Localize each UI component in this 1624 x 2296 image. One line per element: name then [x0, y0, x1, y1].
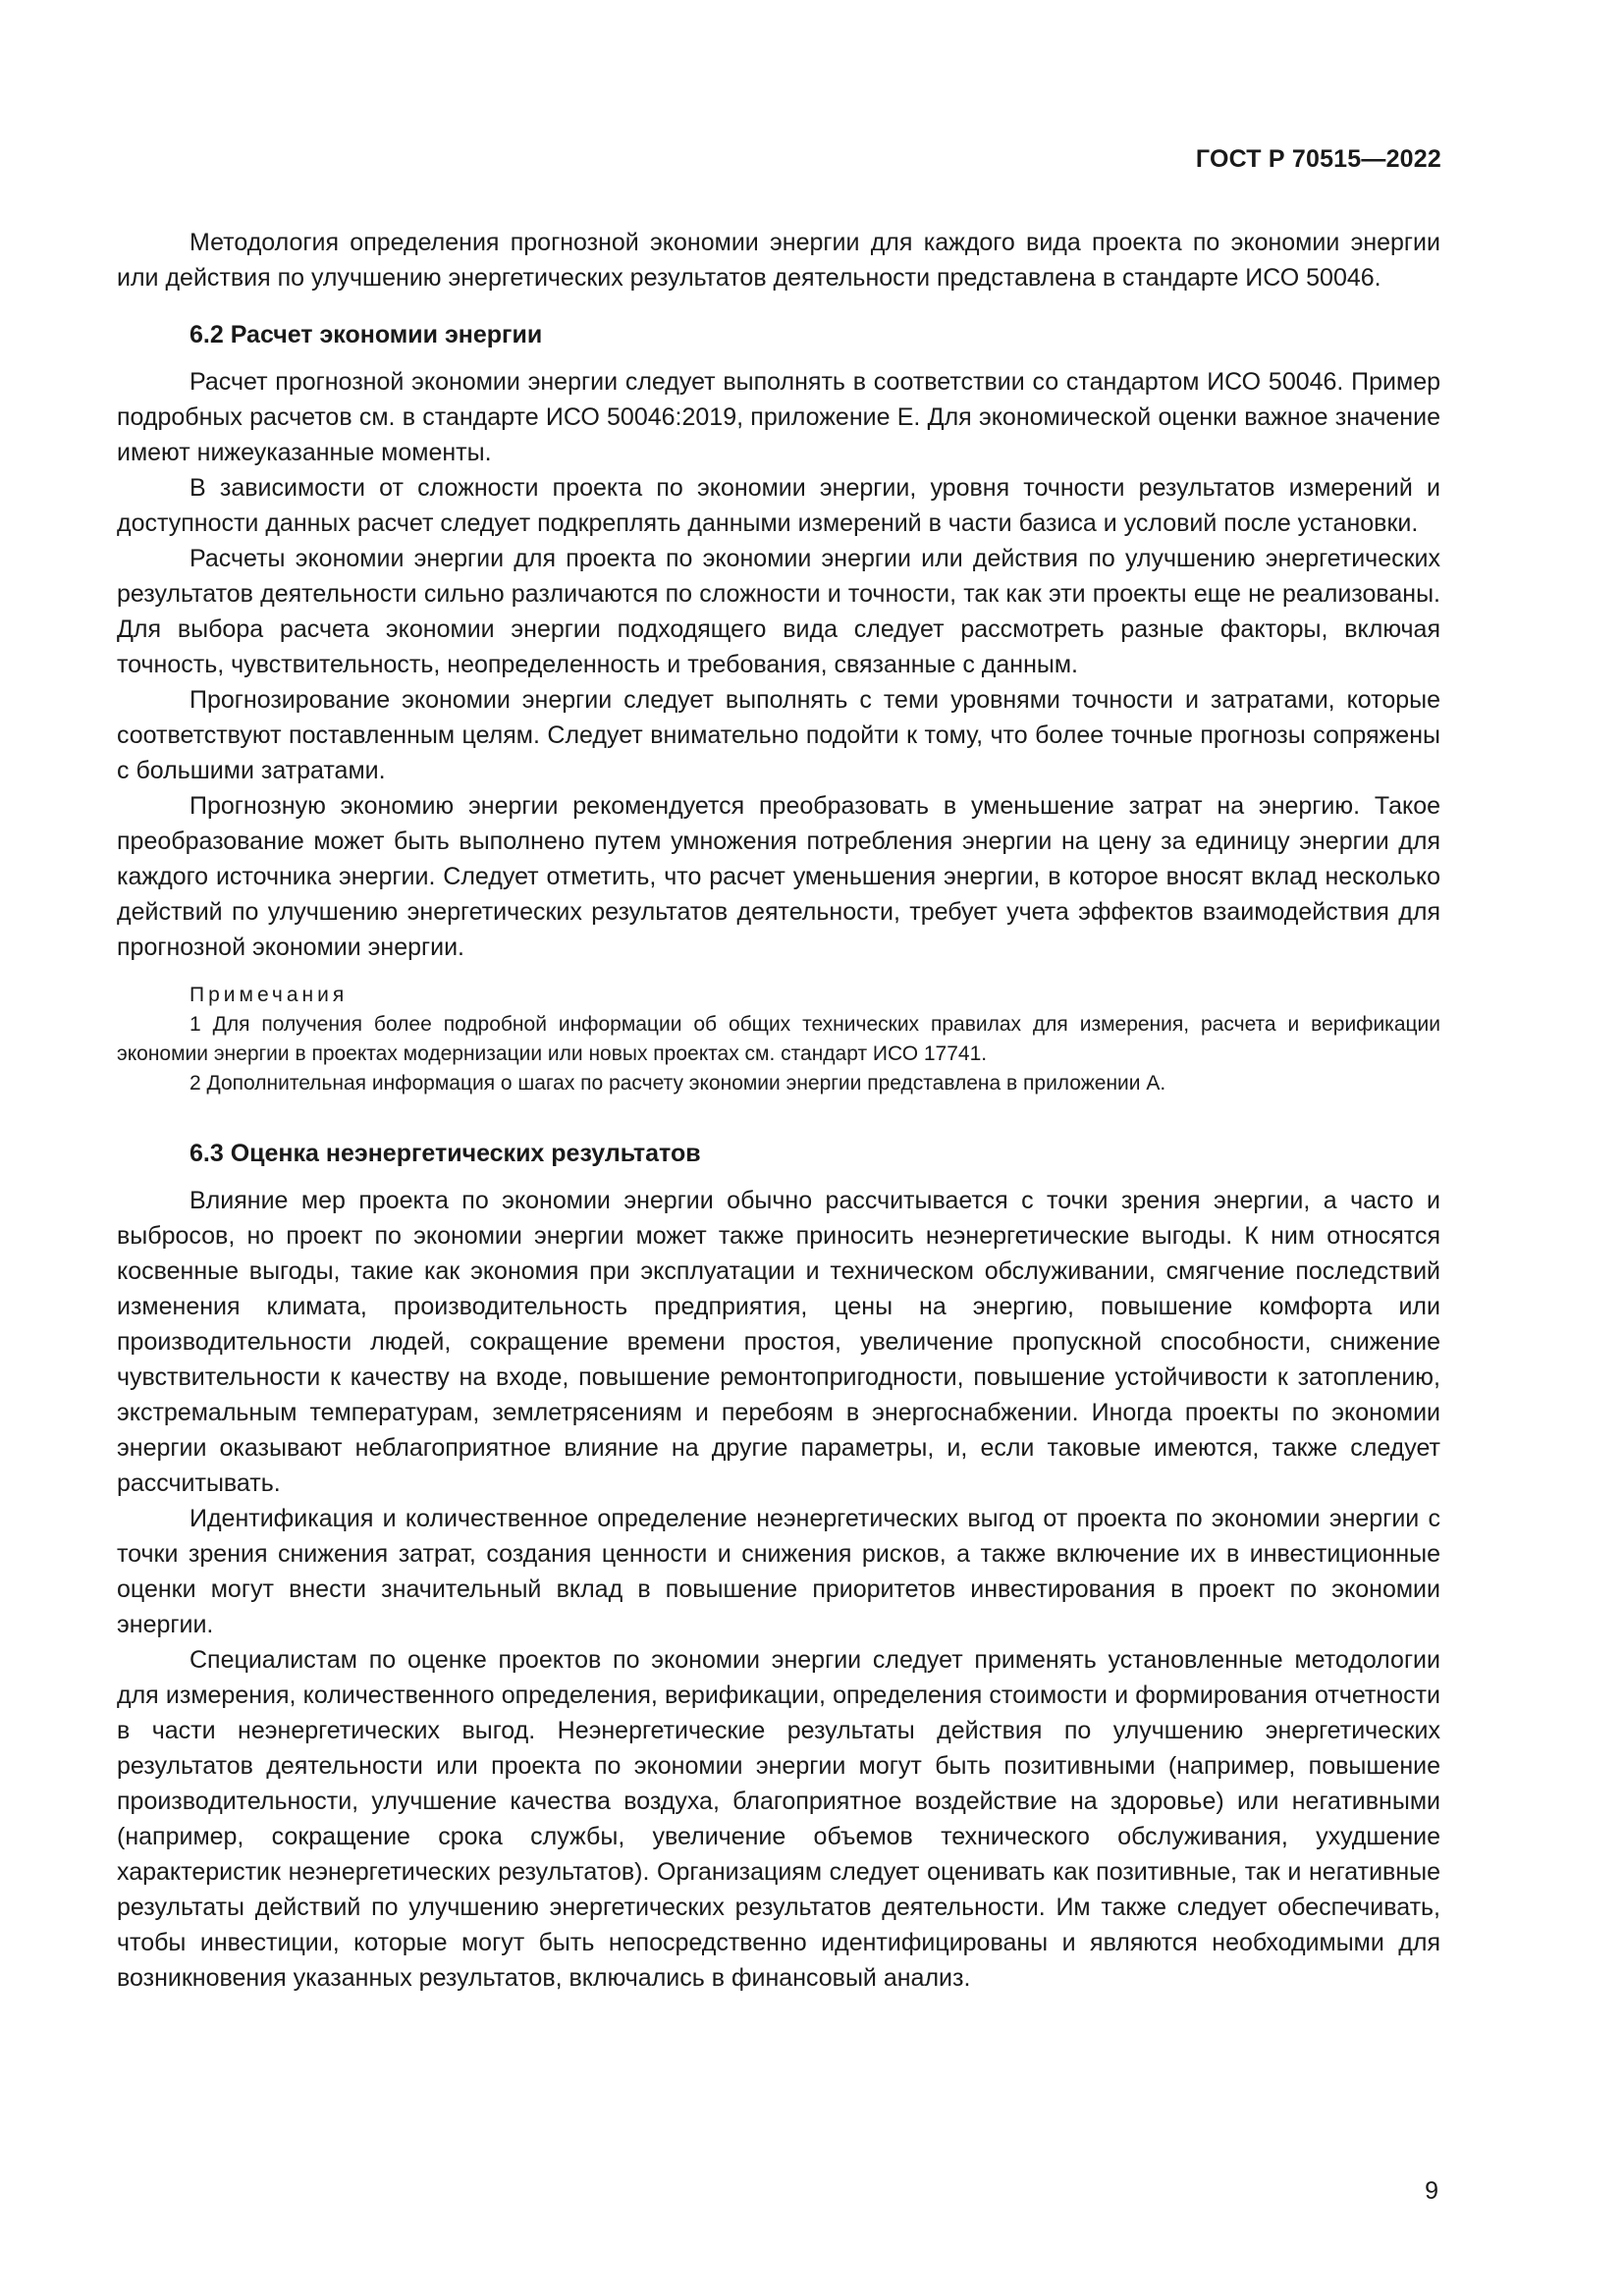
section-6-2-paragraph-5: Прогнозную экономию энергии рекомендуется преобразовать в уменьшение затрат на энергию. Такое преобразование может быть выполнено путем умножения потребления энергии на цену за единицу энергии для каждого источника энергии. Следует отметить, что расчет уменьшения энергии, в которое вносят вклад несколько действий по улучшению энергетических результатов деятельности, требует учета эффектов взаимодействия для прогнозной экономии энергии. — [117, 792, 1440, 961]
section-6-2-paragraph-2: В зависимости от сложности проекта по экономии энергии, уровня точности результатов измерений и доступности данных расчет следует подкреплять данными измерений в части базиса и условий после установки. — [117, 474, 1440, 537]
notes-block — [117, 981, 1440, 1098]
section-6-3-paragraph-2: Идентификация и количественное определение неэнергетических выгод от проекта по экономии энергии с точки зрения снижения затрат, создания ценности и снижения рисков, а также включение их в инвестиционные оценки могут внести значительный вклад в повышение приоритетов инвестирования в проект по экономии энергии. — [117, 1505, 1440, 1638]
note-2: 2 Дополнительная информация о шагах по расчету экономии энергии представлена в приложении А. — [189, 1072, 1166, 1095]
section-6-2-paragraph-1: Расчет прогнозной экономии энергии следует выполнять в соответствии со стандартом ИСО 50046. Пример подробных расчетов см. в стандарте ИСО 50046:2019, приложение Е. Для экономической оценки важное значение имеют нижеуказанные моменты. — [117, 368, 1440, 466]
section-6-3-paragraph-3: Специалистам по оценке проектов по экономии энергии следует применять установленные методологии для измерения, количественного определения, верификации, определения стоимости и формирования отчетности в части неэнергетических выгод. Неэнергетические результаты действия по улучшению энергетических результатов деятельности или проекта по экономии энергии могут быть позитивными (например, повышение производительности, улучшение качества воздуха, благоприятное воздействие на здоровье) или негативными (например, сокращение срока службы, увеличение объемов технического обслуживания, ухудшение характеристик неэнергетических результатов). Организациям следует оценивать как позитивные, так и негативные результаты действий по улучшению энергетических результатов деятельности. Им также следует обеспечивать, чтобы инвестиции, которые могут быть непосредственно идентифицированы и являются необходимыми для возникновения указанных результатов, включались в финансовый анализ. — [117, 1646, 1440, 1992]
section-6-3-paragraph-1: Влияние мер проекта по экономии энергии обычно рассчитывается с точки зрения энергии, а часто и выбросов, но проект по экономии энергии может также приносить неэнергетические выгоды. К ним относятся косвенные выгоды, такие как экономия при эксплуатации и техническом обслуживании, смягчение последствий изменения климата, производительность предприятия, цены на энергию, повышение комфорта или производительности людей, сокращение времени простоя, увеличение пропускной способности, снижение чувствительности к качеству на входе, повышение ремонтопригодности, повышение устойчивости к затоплению, экстремальным температурам, землетрясениям и перебоям в энергоснабжении. Иногда проекты по экономии энергии оказывают неблагоприятное влияние на другие параметры, и, если таковые имеются, также следует рассчитывать. — [117, 1187, 1440, 1497]
section-6-2-paragraph-3: Расчеты экономии энергии для проекта по экономии энергии или действия по улучшению энергетических результатов деятельности сильно различаются по сложности и точности, так как эти проекты еще не реализованы. Для выбора расчета экономии энергии подходящего вида следует рассмотреть разные факторы, включая точность, чувствительность, неопределенность и требования, связанные с данным. — [117, 545, 1440, 678]
document-body — [117, 225, 1440, 1996]
intro-paragraph: Методология определения прогнозной экономии энергии для каждого вида проекта по экономии энергии или действия по улучшению энергетических результатов деятельности представлена в стандарте ИСО 50046. — [117, 229, 1440, 292]
note-1: 1 Для получения более подробной информации об общих технических правилах для измерения, расчета и верификации экономии энергии в проектах модернизации или новых проектах см. стандарт ИСО 17741. — [117, 1013, 1440, 1065]
section-6-3 — [117, 1136, 1440, 1996]
page-number: 9 — [1425, 2177, 1438, 2205]
section-6-3-title: 6.3 Оценка неэнергетических результатов — [189, 1140, 701, 1167]
notes-label: Примечания — [189, 984, 349, 1006]
section-6-2-title: 6.2 Расчет экономии энергии — [189, 321, 543, 348]
standard-code-header: ГОСТ Р 70515—2022 — [1195, 145, 1441, 173]
section-6-2 — [117, 317, 1440, 1098]
section-6-2-paragraph-4: Прогнозирование экономии энергии следует выполнять с теми уровнями точности и затратами, которые соответствуют поставленным целям. Следует внимательно подойти к тому, что более точные прогнозы сопряжены с большими затратами. — [117, 686, 1440, 784]
